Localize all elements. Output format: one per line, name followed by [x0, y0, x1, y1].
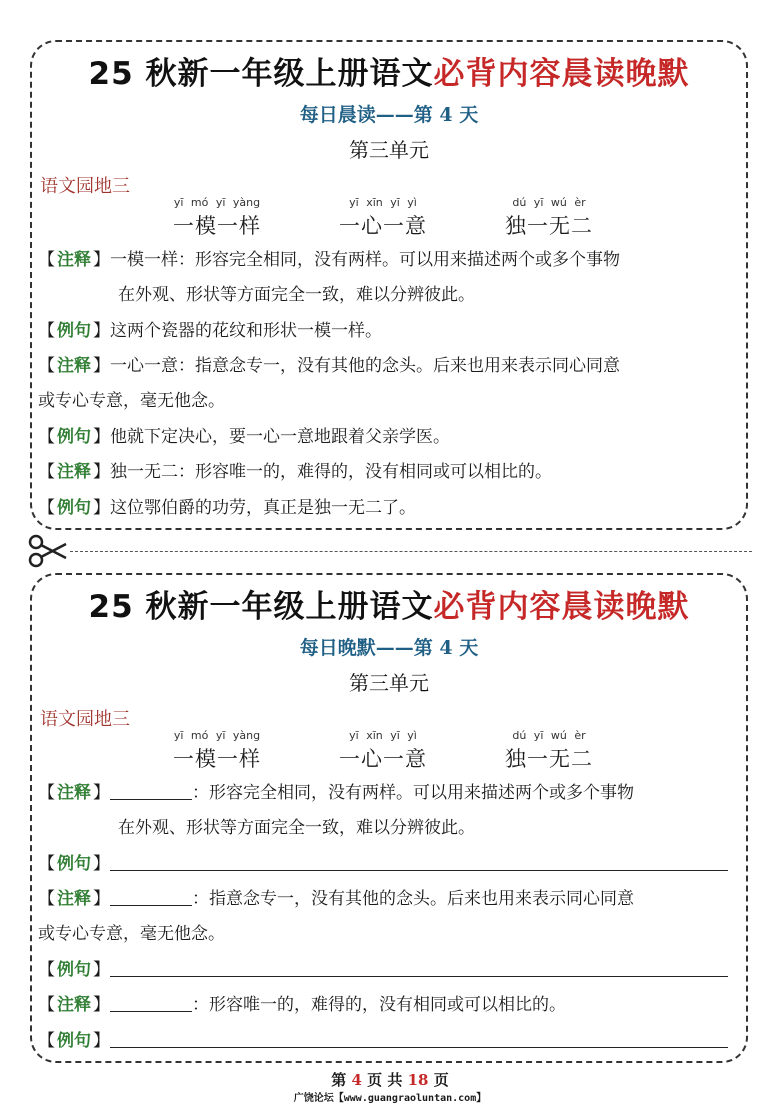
note-row: 【 注释 】 ：形容唯一的，难得的，没有相同或可以相比的。	[38, 988, 740, 1022]
note-row-cont: 在外观、形状等方面完全一致，难以分辨彼此。	[118, 285, 475, 305]
example-row: 【 例句 】这两个瓷器的花纹和形状一模一样。	[38, 321, 382, 341]
scissors-icon	[28, 534, 68, 568]
note-row: 【 注释 】 ：形容完全相同，没有两样。可以用来描述两个或多个事物	[38, 776, 740, 810]
site-credit: 广饶论坛【www.guangraoluntan.com】	[293, 1093, 487, 1104]
note-row-cont: 在外观、形状等方面完全一致，难以分辨彼此。	[118, 818, 475, 838]
example-row: 【 例句 】	[38, 1024, 740, 1058]
example-row: 【 例句 】这位鄂伯爵的功劳，真正是独一无二了。	[38, 498, 416, 518]
section-heading: 语文园地三	[40, 709, 130, 730]
idiom-item: dú yī wú èr 独一无二	[505, 196, 593, 238]
example-row: 【 例句 】	[38, 953, 740, 987]
card-title: 25 秋新一年级上册语文必背内容晨读晚默	[88, 56, 690, 92]
cut-line	[70, 551, 752, 552]
idiom-item: yī xīn yī yì 一心一意	[339, 196, 427, 238]
idiom-item: yī xīn yī yì 一心一意	[339, 729, 427, 771]
fill-blank[interactable]	[110, 779, 192, 800]
page-indicator: 第 4 页 共 18 页	[331, 1071, 449, 1089]
idiom-list	[32, 729, 746, 779]
unit-heading: 第三单元	[349, 671, 429, 695]
card-title: 25 秋新一年级上册语文必背内容晨读晚默	[88, 589, 690, 625]
note-row: 【 注释 】 ：指意念专一，没有其他的念头。后来也用来表示同心同意	[38, 882, 740, 916]
card-subtitle: 每日晚默——第 4 天	[299, 637, 479, 659]
unit-heading: 第三单元	[349, 138, 429, 162]
note-row: 【 注释 】独一无二：形容唯一的，难得的，没有相同或可以相比的。	[38, 462, 552, 482]
idiom-list	[32, 196, 746, 246]
section-heading: 语文园地三	[40, 176, 130, 197]
evening-dictation-card	[30, 573, 748, 1063]
example-write-line[interactable]	[110, 956, 728, 977]
morning-reading-card	[30, 40, 748, 530]
idiom-item: dú yī wú èr 独一无二	[505, 729, 593, 771]
example-write-line[interactable]	[110, 1027, 728, 1048]
idiom-item: yī mó yī yàng 一模一样	[173, 729, 261, 771]
idiom-item: yī mó yī yàng 一模一样	[173, 196, 261, 238]
example-row: 【 例句 】他就下定决心，要一心一意地跟着父亲学医。	[38, 427, 450, 447]
note-row-cont: 或专心专意，毫无他念。	[38, 924, 225, 944]
note-row: 【 注释 】一心一意：指意念专一，没有其他的念头。后来也用来表示同心同意	[38, 356, 620, 376]
example-write-line[interactable]	[110, 850, 728, 871]
example-row: 【 例句 】	[38, 847, 740, 881]
note-row: 【 注释 】一模一样：形容完全相同，没有两样。可以用来描述两个或多个事物	[38, 250, 620, 270]
card-subtitle: 每日晨读——第 4 天	[299, 104, 479, 126]
note-row-cont: 或专心专意，毫无他念。	[38, 391, 225, 411]
fill-blank[interactable]	[110, 885, 192, 906]
fill-blank[interactable]	[110, 991, 192, 1012]
